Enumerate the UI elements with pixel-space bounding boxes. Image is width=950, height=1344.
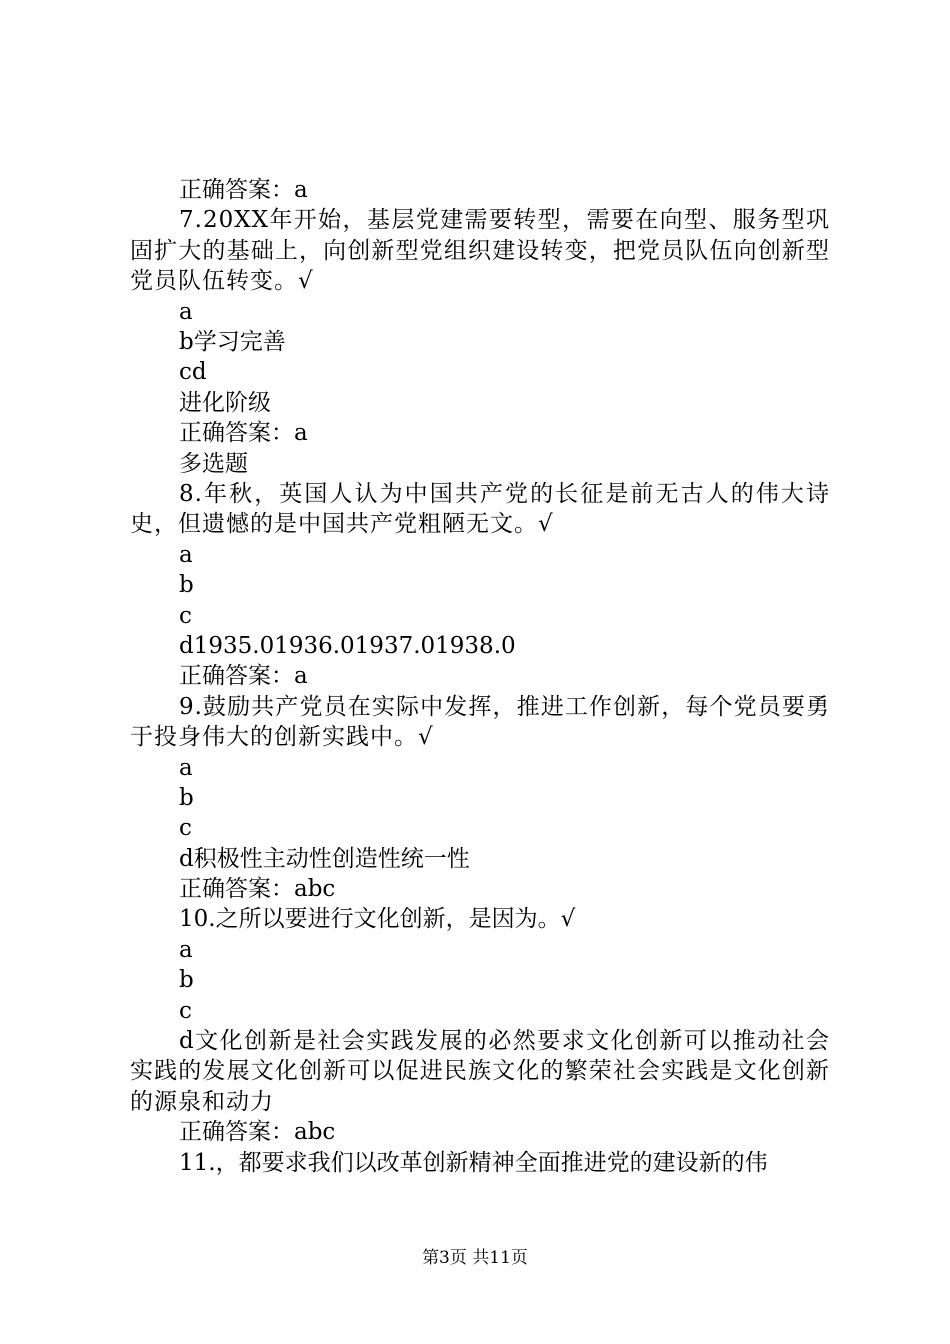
text-line: b bbox=[179, 572, 194, 599]
text-line: a bbox=[179, 754, 193, 781]
text-line: c bbox=[179, 602, 192, 629]
text-line: 10.之所以要进行文化创新，是因为。√ bbox=[179, 906, 576, 933]
text-line: b bbox=[179, 967, 194, 994]
text-line: d1935.01936.01937.01938.0 bbox=[179, 632, 516, 659]
text-line: a bbox=[179, 936, 193, 963]
text-line: 正确答案：a bbox=[179, 177, 308, 203]
text-line: 正确答案：abc bbox=[179, 1119, 336, 1146]
text-line: cd bbox=[179, 359, 207, 386]
text-line: a bbox=[179, 541, 193, 568]
text-line: 进化阶级 bbox=[179, 389, 271, 416]
text-line: c bbox=[179, 815, 192, 842]
question-paragraph: 9.鼓励共产党员在实际中发挥，推进工作创新，每个党员要勇于投身伟大的创新实践中。√ bbox=[130, 693, 830, 751]
question-paragraph: d文化创新是社会实践发展的必然要求文化创新可以推动社会实践的发展文化创新可以促进民族文化的繁荣社会实践是文化创新的源泉和动力 bbox=[130, 1028, 830, 1115]
text-line: 多选题 bbox=[179, 450, 248, 477]
question-paragraph: 8.年秋，英国人认为中国共产党的长征是前无古人的伟大诗史，但遗憾的是中国共产党粗陋无文。√ bbox=[130, 480, 830, 538]
document-body bbox=[130, 175, 830, 1178]
text-line: a bbox=[179, 298, 193, 325]
text-line: d积极性主动性创造性统一性 bbox=[179, 845, 470, 872]
text-line: 11.，都要求我们以改革创新精神全面推进党的建设新的伟 bbox=[179, 1149, 768, 1176]
text-line: 正确答案：abc bbox=[179, 876, 336, 903]
text-line: 正确答案：a bbox=[179, 663, 308, 690]
page-footer: 第3页 共11页 bbox=[422, 1248, 528, 1268]
text-line: b学习完善 bbox=[179, 329, 286, 355]
question-paragraph: 7.20XX年开始，基层党建需要转型，需要在向型、服务型巩固扩大的基础上，向创新型党组织建设转变，把党员队伍向创新型党员队伍转变。√ bbox=[130, 207, 830, 295]
text-line: 正确答案：a bbox=[179, 420, 308, 447]
text-line: b bbox=[179, 784, 194, 811]
text-line: c bbox=[179, 997, 192, 1024]
